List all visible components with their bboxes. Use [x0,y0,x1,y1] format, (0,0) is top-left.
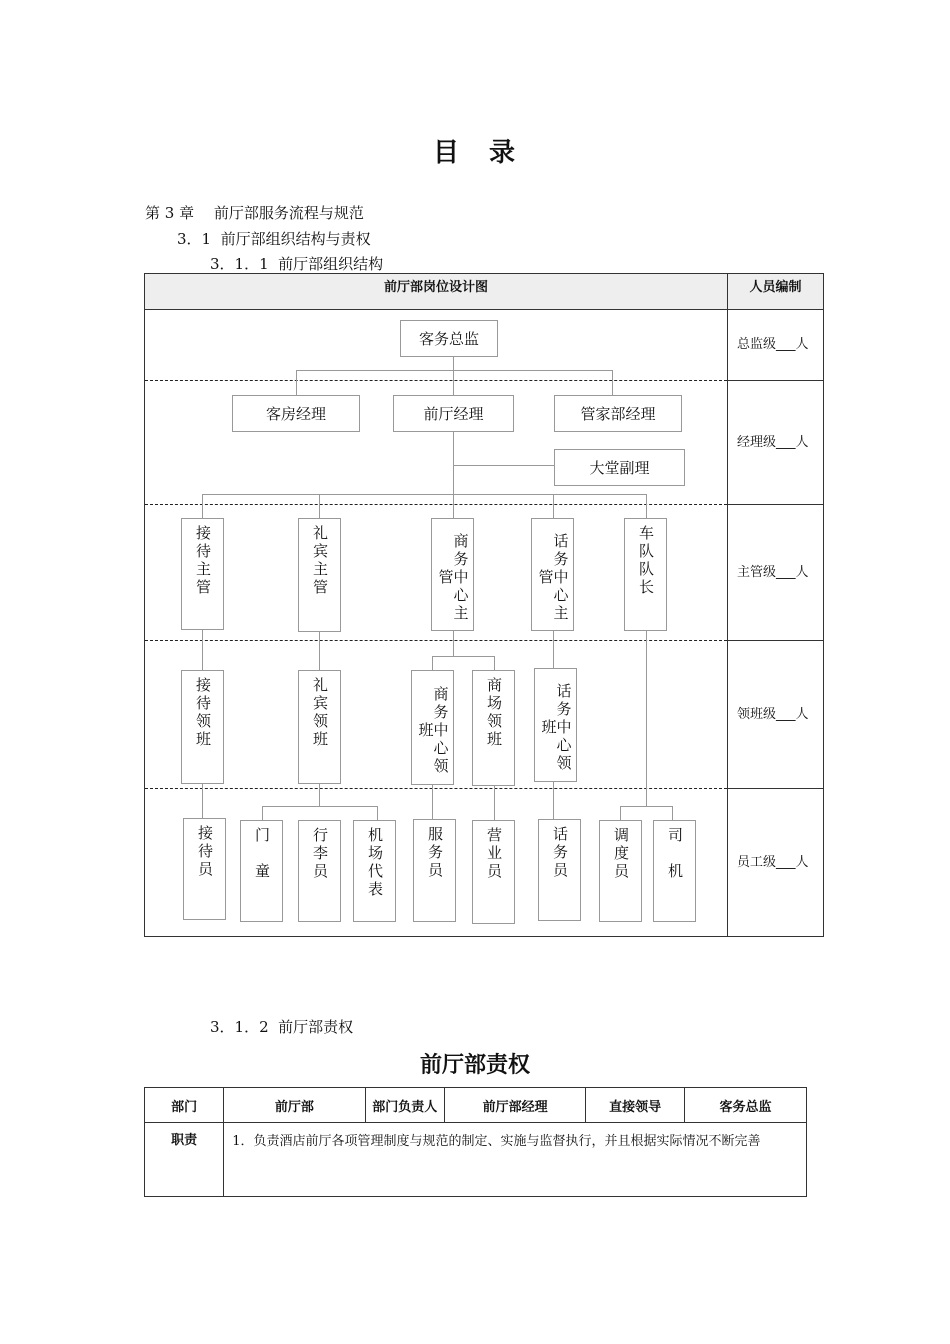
cell-head-label: 部门负责人 [365,1088,444,1123]
connector [319,494,320,518]
responsibility-title: 前厅部责权 [419,1052,530,1078]
cell-dept-value: 前厅部 [224,1088,365,1123]
org-box-mall-leader[interactable]: 商场领班 [472,670,515,786]
connector [319,784,320,806]
cell-superior-label: 直接领导 [586,1088,685,1123]
org-box-butler-manager[interactable]: 管家部经理 [554,395,682,432]
level-divider-3 [145,640,727,641]
connector [620,806,621,820]
connector [453,357,454,395]
org-box-operator-center-leader[interactable]: 话务中心领班 [534,668,577,782]
level-label-director: 总监级___人 [737,337,809,352]
cell-duty-label: 职责 [145,1123,224,1197]
cell-head-value: 前厅部经理 [444,1088,585,1123]
org-chart-header: 前厅部岗位设计图 [144,273,727,310]
connector [453,432,454,518]
connector [296,370,612,371]
connector [262,806,377,807]
level-divider-4 [145,788,727,789]
org-box-operator-center-supervisor[interactable]: 话务中心主管 [531,518,574,631]
org-box-attendant[interactable]: 服务员 [413,819,456,922]
level-divider-2 [145,504,727,505]
connector [202,630,203,670]
level-label-staff: 员工级___人 [737,855,809,870]
level-row-line-1 [727,380,824,381]
connector [494,786,495,820]
connector [453,465,554,466]
connector [202,494,203,518]
connector [432,656,494,657]
connector [646,494,647,518]
connector [672,806,673,820]
org-box-room-manager[interactable]: 客房经理 [232,395,360,432]
toc-section-3-1-1[interactable]: 3．1．1 前厅部组织结构 [210,255,384,273]
cell-duty-text: 1．负责酒店前厅各项管理制度与规范的制定、实施与监督执行，并且根据实际情况不断完善 [224,1123,807,1197]
org-box-business-center-supervisor[interactable]: 商务中心主管 [431,518,474,631]
org-box-bellman[interactable]: 行李员 [298,820,341,922]
toc-section-3-1[interactable]: 3．1 前厅部组织结构与责权 [177,230,371,248]
org-box-sales-clerk[interactable]: 营业员 [472,820,515,924]
cell-superior-value: 客务总监 [684,1088,806,1123]
connector [296,370,297,395]
toc-chapter-3[interactable]: 第 3 章 前厅部服务流程与规范 [145,204,364,222]
org-box-driver[interactable]: 司 机 [653,820,696,922]
org-box-doorman[interactable]: 门 童 [240,820,283,922]
connector [432,785,433,819]
level-label-supervisor: 主管级___人 [737,565,809,580]
connector [494,656,495,670]
org-box-director[interactable]: 客务总监 [400,320,498,357]
connector [262,806,263,820]
org-box-concierge-leader[interactable]: 礼宾领班 [298,670,341,784]
level-row-line-2 [727,504,824,505]
connector [319,632,320,670]
org-box-fleet-captain[interactable]: 车队队长 [624,518,667,631]
level-divider-1 [145,380,727,381]
connector [202,494,646,495]
level-label-leader: 领班级___人 [737,707,809,722]
connector [612,370,613,395]
org-box-operator[interactable]: 话务员 [538,819,581,921]
org-box-front-office-manager[interactable]: 前厅经理 [393,395,514,432]
page-title: 目 录 [432,138,517,168]
org-box-concierge-supervisor[interactable]: 礼宾主管 [298,518,341,632]
org-box-assistant-manager[interactable]: 大堂副理 [554,449,685,486]
column-divider [727,273,728,937]
connector [377,806,378,820]
connector [202,784,203,818]
level-row-line-4 [727,788,824,789]
org-box-business-center-leader[interactable]: 商务中心领班 [411,670,454,785]
org-box-dispatcher[interactable]: 调度员 [599,820,642,922]
level-row-line-3 [727,640,824,641]
toc-section-3-1-2[interactable]: 3．1．2 前厅部责权 [210,1018,354,1036]
level-label-manager: 经理级___人 [737,435,809,450]
org-box-reception-leader[interactable]: 接待领班 [181,670,224,784]
org-box-reception-supervisor[interactable]: 接待主管 [181,518,224,630]
connector [646,631,647,806]
connector [432,656,433,670]
staffing-header: 人员编制 [727,273,824,310]
connector [553,631,554,668]
connector [553,494,554,518]
cell-dept-label: 部门 [145,1088,224,1123]
connector [453,631,454,657]
connector [553,782,554,819]
org-box-receptionist[interactable]: 接待员 [183,818,226,920]
responsibility-table [144,1087,807,1197]
connector [620,806,672,807]
org-box-airport-rep[interactable]: 机场代表 [353,820,396,922]
